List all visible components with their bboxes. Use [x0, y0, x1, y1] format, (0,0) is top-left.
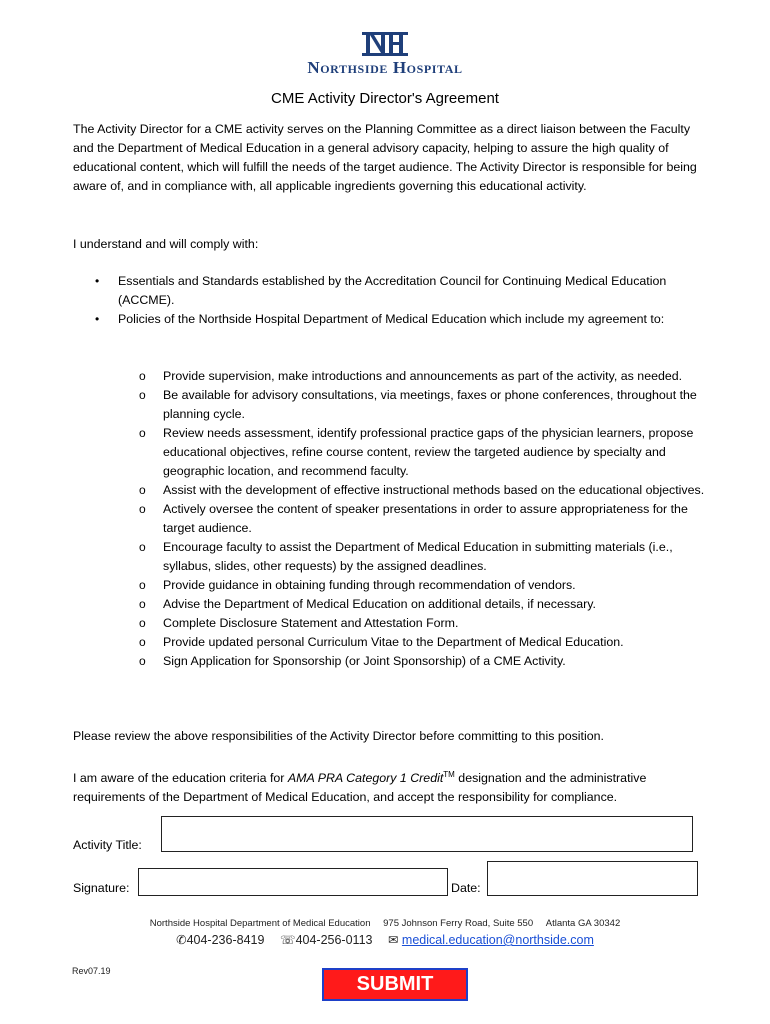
email-contact	[388, 933, 594, 947]
circle-bullet-icon: o	[139, 578, 146, 592]
list-item: • Policies of the Northside Hospital Department of Medical Education which include my agreement to:	[73, 310, 713, 329]
review-note: Please review the above responsibilities of the Activity Director before committing to this position.	[73, 729, 604, 743]
intro-paragraph: The Activity Director for a CME activity serves on the Planning Committee as a direct liaison between the Faculty and the Department of Medical Education in a general advisory capacity, helping to assure the high quality of educational content, which will fulfill the needs of the target audience. The Activity Director is responsible for being aware of, and in compliance with, all applicable ingredients governing this educational activity.	[73, 122, 697, 193]
activity-title-label: Activity Title:	[73, 838, 142, 852]
circle-bullet-icon: o	[139, 597, 146, 611]
circle-bullet-icon: o	[139, 654, 146, 668]
signature-label: Signature:	[73, 881, 130, 895]
list-item: o Encourage faculty to assist the Department of Medical Education in submitting materials (i.e., syllabus, slides, other requests) by the assigned deadlines.	[139, 540, 673, 573]
signature-field[interactable]	[138, 868, 448, 896]
footer-address: Northside Hospital Department of Medical Education 975 Johnson Ferry Road, Suite 550 Atlanta GA 30342	[149, 918, 621, 929]
list-item: o Actively oversee the content of speaker presentations in order to assure appropriateness for the target audience.	[139, 502, 688, 535]
circle-bullet-icon: o	[139, 426, 146, 440]
bullet-icon: •	[95, 312, 100, 326]
circle-bullet-icon: o	[139, 502, 146, 516]
phone-icon: ✆	[176, 933, 187, 947]
sub-item-list	[135, 367, 705, 671]
bullet-icon: •	[95, 274, 100, 288]
list-item: o Provide updated personal Curriculum Vitae to the Department of Medical Education.	[135, 633, 705, 652]
awareness-paragraph: I am aware of the education criteria for AMA PRA Category 1 Credit™ designation and the administrative requirements of the Department of Medical Education, and accept the responsibility for compliance.	[73, 770, 647, 805]
revision-label: Rev07.19	[72, 966, 111, 976]
bullet-list	[73, 272, 713, 329]
list-item: o Assist with the development of effective instructional methods based on the educational objectives.	[135, 481, 705, 500]
circle-bullet-icon: o	[139, 540, 146, 554]
circle-bullet-icon: o	[139, 616, 146, 630]
list-item: • Essentials and Standards established by the Accreditation Council for Continuing Medical Education (ACCME).	[95, 274, 667, 307]
email-link[interactable]: medical.education@northside.com	[401, 933, 594, 947]
mail-icon: ✉	[387, 933, 402, 947]
list-item: o Provide guidance in obtaining funding through recommendation of vendors.	[135, 576, 705, 595]
circle-bullet-icon: o	[139, 388, 146, 402]
northside-logo-mark	[361, 30, 409, 58]
circle-bullet-icon: o	[139, 369, 146, 383]
list-item: o Complete Disclosure Statement and Attestation Form.	[135, 614, 705, 633]
footer-contact	[0, 932, 770, 947]
activity-title-field[interactable]	[161, 816, 693, 852]
date-label: Date:	[451, 881, 481, 895]
org-name: Northside Hospital	[307, 58, 463, 77]
fax-icon: ☏	[279, 933, 296, 947]
page-title: CME Activity Director's Agreement	[271, 90, 499, 107]
date-field[interactable]	[487, 861, 698, 896]
circle-bullet-icon: o	[139, 635, 146, 649]
circle-bullet-icon: o	[139, 483, 146, 497]
comply-intro: I understand and will comply with:	[73, 237, 259, 251]
list-item: o Sign Application for Sponsorship (or Joint Sponsorship) of a CME Activity.	[135, 652, 705, 671]
phone-contact: ✆404-236-8419	[176, 933, 265, 947]
list-item: o Provide supervision, make introductions and announcements as part of the activity, as needed.	[135, 367, 705, 386]
list-item: o Review needs assessment, identify professional practice gaps of the physician learners, propose educational objectives, refine course content, review the targeted audience by specialty and geographic location, and recommend faculty.	[139, 426, 694, 478]
list-item: o Be available for advisory consultations, via meetings, faxes or phone conferences, throughout the planning cycle.	[139, 388, 697, 421]
fax-contact: ☏404-256-0113	[279, 933, 373, 947]
header-logo	[0, 30, 770, 78]
list-item: o Advise the Department of Medical Education on additional details, if necessary.	[135, 595, 705, 614]
submit-button[interactable]: SUBMIT	[322, 968, 468, 1001]
